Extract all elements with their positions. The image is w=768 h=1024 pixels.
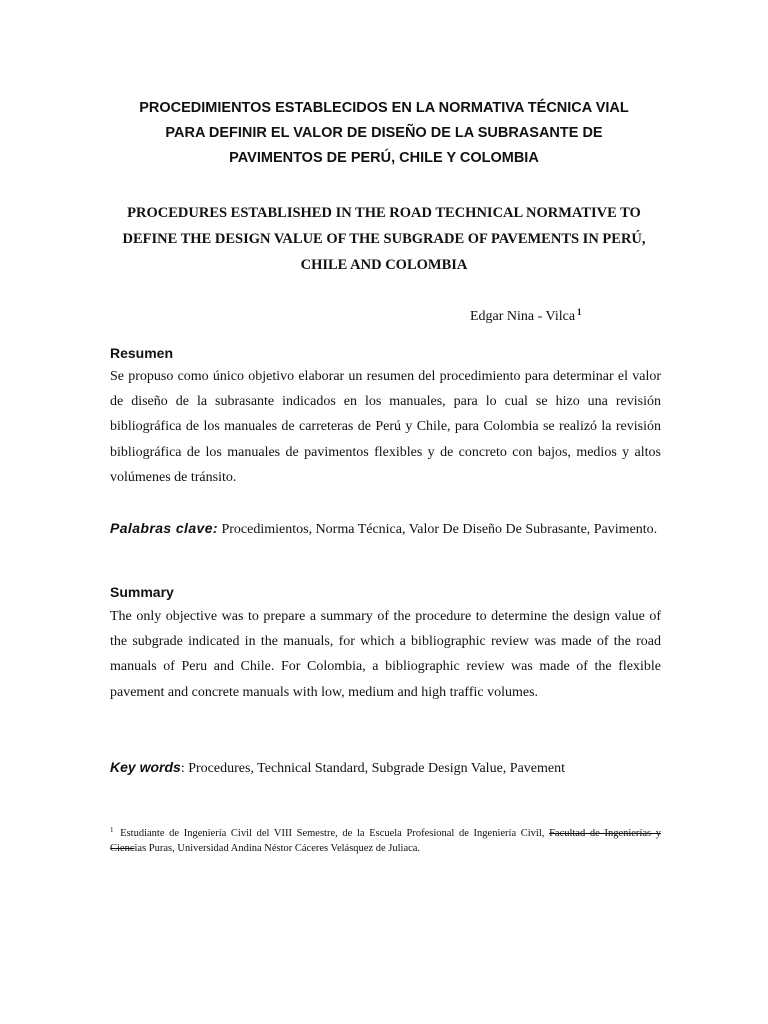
resumen-heading: Resumen	[110, 345, 174, 361]
palabras-clave-label: Palabras clave:	[110, 520, 218, 536]
title-spanish-line-1: PROCEDIMIENTOS ESTABLECIDOS EN LA NORMATIVA TÉCNICA VIAL	[139, 100, 629, 116]
title-english-line-2: DEFINE THE DESIGN VALUE OF THE SUBGRADE OF PAVEMENTS IN PERÚ,	[122, 231, 646, 247]
key-words-text: : Procedures, Technical Standard, Subgrade Design Value, Pavement	[180, 761, 565, 776]
summary-paragraph: The only objective was to prepare a summary of the procedure to determine the design value of the subgrade indicated in the manuals, for which a bibliographic review was made of the road manuals of Peru and Chile. For Colombia, a bibliographic review was made of the flexible pavement and concrete manuals with low, medium and high traffic volumes.	[110, 609, 661, 700]
palabras-clave-text: Procedimientos, Norma Técnica, Valor De Diseño De Subrasante, Pavimento.	[217, 522, 658, 537]
title-english-line-1: PROCEDURES ESTABLISHED IN THE ROAD TECHNICAL NORMATIVE TO	[127, 205, 641, 221]
key-words-paragraph	[110, 755, 661, 781]
title-spanish	[100, 96, 668, 171]
author-line	[470, 302, 582, 327]
author-footnote-mark: 1	[577, 307, 582, 317]
title-spanish-line-3: PAVIMENTOS DE PERÚ, CHILE Y COLOMBIA	[229, 150, 539, 166]
author-name: Edgar Nina - Vilca	[470, 309, 576, 324]
palabras-clave-paragraph	[110, 516, 661, 542]
key-words-label: Key words	[110, 759, 181, 775]
footnote-mark: 1	[110, 826, 114, 834]
footnote-struck-text: Facultad de Ingenierías y Cienc	[110, 828, 661, 854]
footnote-text-after: ias Puras, Universidad Andina Néstor Cáceres Velásquez de Juliaca.	[134, 843, 421, 854]
title-english-line-3: CHILE AND COLOMBIA	[300, 257, 468, 273]
footnote-text-before: Estudiante de Ingeniería Civil del VIII Semestre, de la Escuela Profesional de Ingeniería Civil,	[115, 828, 550, 839]
title-english	[100, 200, 668, 278]
footnote	[110, 823, 661, 856]
summary-heading: Summary	[110, 584, 174, 600]
title-spanish-line-2: PARA DEFINIR EL VALOR DE DISEÑO DE LA SUBRASANTE DE	[165, 125, 603, 141]
resumen-paragraph: Se propuso como único objetivo elaborar un resumen del procedimiento para determinar el valor de diseño de la subrasante indicados en los manuales, para lo cual se hizo una revisión bibliográfica de los manuales de carreteras de Perú y Chile, para Colombia se realizó la revisión bibliográfica de los manuales de pavimentos flexibles y de concreto con bajos, medios y altos volúmenes de tránsito.	[110, 369, 661, 485]
